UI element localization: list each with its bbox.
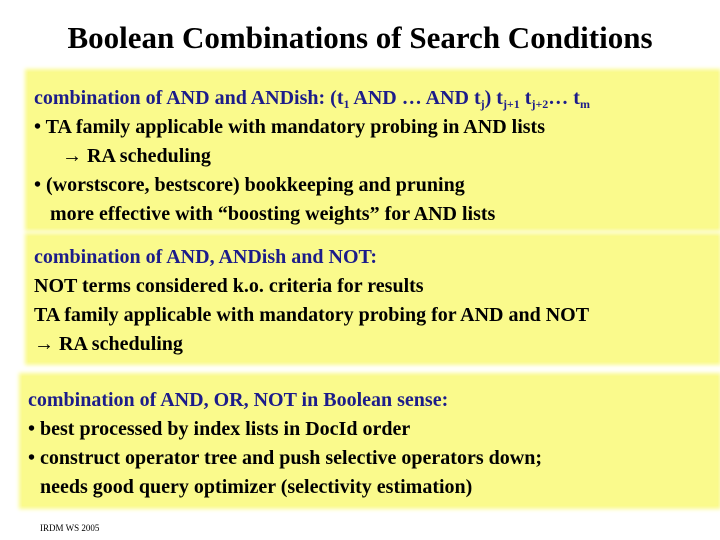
ra-scheduling-line: → RA scheduling: [62, 145, 211, 167]
bullet-ta-family: • TA family applicable with mandatory probing in AND lists: [34, 116, 545, 138]
and-andish-not-heading: combination of AND, ANDish and NOT:: [34, 246, 378, 268]
bullet-docid-order: • best processed by index lists in DocId order: [28, 418, 411, 440]
bullet-bookkeeping: • (worstscore, bestscore) bookkeeping and pruning: [34, 174, 465, 196]
ta-family-not-line: TA family applicable with mandatory probing for AND and NOT: [34, 304, 590, 326]
bullet-operator-tree: • construct operator tree and push selective operators down;: [28, 447, 542, 469]
page-title: Boolean Combinations of Search Conditions: [67, 20, 653, 55]
boosting-weights-line: more effective with “boosting weights” for AND lists: [50, 203, 496, 225]
boolean-sense-heading: combination of AND, OR, NOT in Boolean sense:: [28, 389, 449, 411]
footer-course-label: IRDM WS 2005: [40, 523, 100, 533]
and-andish-heading: combination of AND and ANDish: ($t_1$ AND … AND $t_j$) $t_{j+1}$ $t_{j+2}\dots$ $t_m$: [34, 87, 590, 111]
query-optimizer-line: needs good query optimizer (selectivity estimation): [40, 476, 473, 498]
not-terms-line: NOT terms considered k.o. criteria for results: [34, 275, 424, 297]
ra-scheduling-line-2: → RA scheduling: [34, 333, 183, 355]
